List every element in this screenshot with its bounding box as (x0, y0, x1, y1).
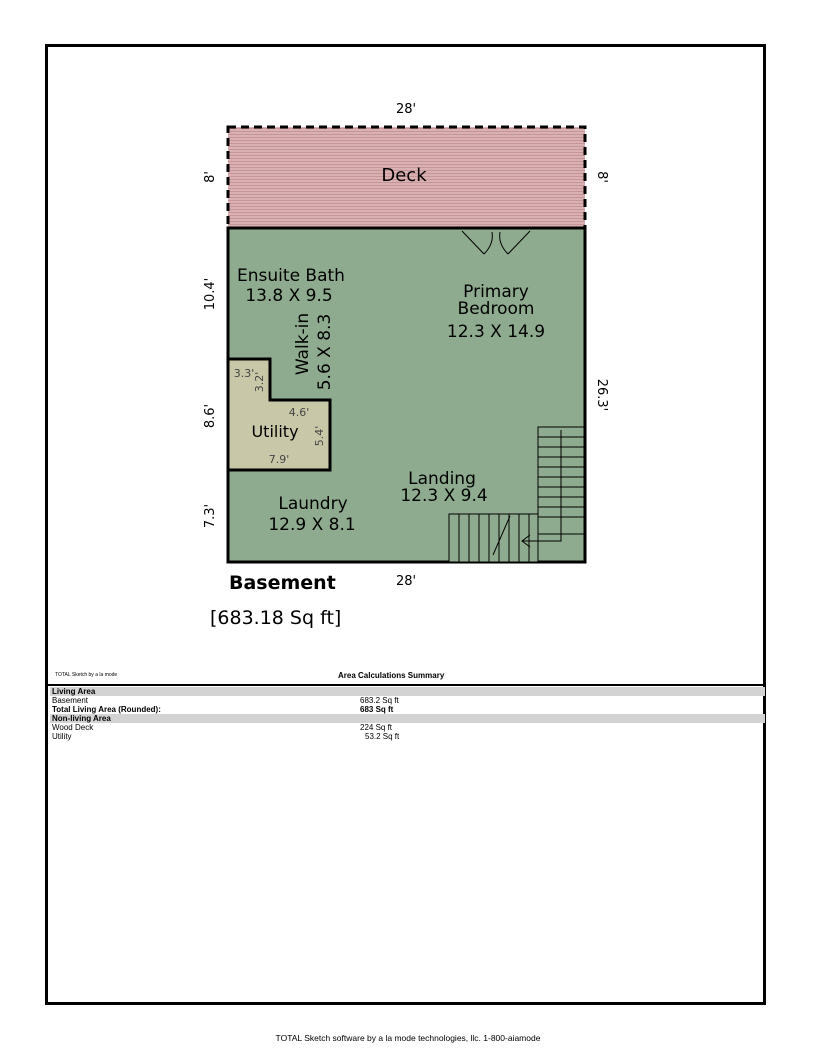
level-area: [683.18 Sq ft] (210, 607, 342, 629)
primary-size: 12.3 X 14.9 (446, 322, 546, 342)
utility-dim-d: 5.4' (313, 425, 326, 447)
utility-dim-a: 3.3' (233, 367, 255, 380)
utility-dim-b: 3.2' (253, 371, 266, 393)
utility-label: Utility (251, 422, 299, 441)
dim-deck-right: 8' (594, 171, 609, 183)
laundry-label: Laundry (278, 494, 348, 514)
row-label: Basement (52, 696, 89, 705)
table-row (50, 705, 765, 714)
summary-caption: TOTAL Sketch by a la mode (55, 672, 118, 678)
area-summary-table (50, 687, 765, 741)
deck-label: Deck (381, 165, 427, 186)
dim-right: 26.3' (594, 378, 609, 412)
row-label: Living Area (52, 687, 96, 696)
row-label: Total Living Area (Rounded): (52, 705, 161, 714)
primary-label-2: Bedroom (457, 299, 535, 319)
table-row (50, 723, 765, 732)
table-row (50, 714, 765, 723)
dim-left-lower: 7.3' (203, 503, 218, 529)
row-label: Non-living Area (52, 714, 111, 723)
row-value: 683 Sq ft (360, 705, 394, 714)
utility-dim-c: 4.6' (288, 406, 310, 419)
footer-text: TOTAL Sketch software by a la mode technologies, llc. 1-800-aiamode (275, 1033, 541, 1043)
table-row (50, 696, 765, 705)
summary-header (50, 670, 765, 684)
row-value: 53.2 Sq ft (365, 732, 400, 741)
primary-label-1: Primary (463, 282, 529, 302)
summary-title: Area Calculations Summary (338, 671, 445, 680)
laundry-size: 12.9 X 8.1 (268, 515, 356, 535)
dim-left-middle: 8.6' (203, 403, 218, 429)
ensuite-label: Ensuite Bath (237, 266, 345, 286)
landing-size: 12.3 X 9.4 (400, 486, 488, 506)
landing-label: Landing (408, 469, 476, 489)
dim-deck-left: 8' (203, 171, 218, 183)
ensuite-size: 13.8 X 9.5 (245, 286, 333, 306)
walkin-size: 5.6 X 8.3 (315, 313, 335, 391)
dim-left-upper: 10.4' (203, 277, 218, 311)
table-row (50, 687, 765, 696)
row-value: 224 Sq ft (360, 723, 393, 732)
dim-bottom: 28' (395, 574, 417, 589)
row-label: Utility (52, 732, 72, 741)
row-value: 683.2 Sq ft (360, 696, 399, 705)
dim-top: 28' (395, 102, 417, 117)
walkin-label: Walk-in (293, 312, 313, 376)
summary-divider (48, 684, 766, 686)
level-name: Basement (229, 572, 336, 594)
row-label: Wood Deck (52, 723, 94, 732)
utility-dim-e: 7.9' (268, 453, 290, 466)
table-row (50, 732, 765, 741)
